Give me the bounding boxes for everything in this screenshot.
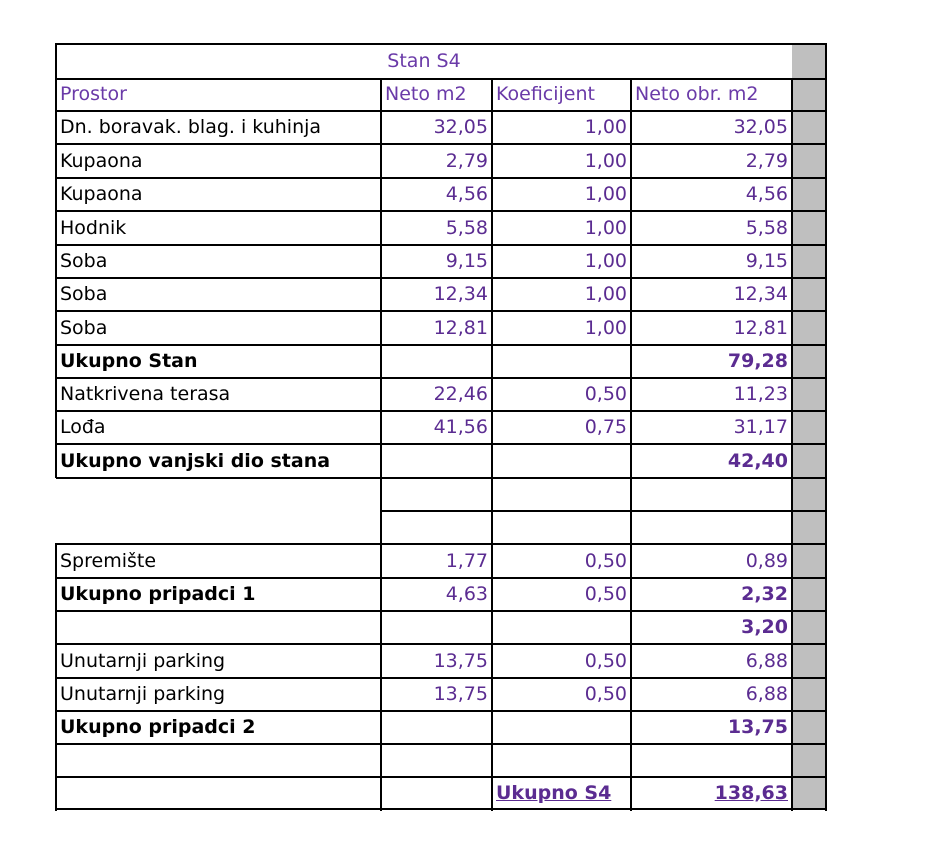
row-line (56, 377, 827, 379)
column-separator (380, 78, 382, 811)
table-cell-neto: 4,56 (445, 183, 488, 205)
table-cell-neto (381, 711, 492, 744)
table-top-border (56, 43, 827, 45)
table-cell-neto (381, 478, 492, 511)
table-cell-koef (492, 444, 631, 478)
table-cell-neto (381, 345, 492, 378)
row-line (56, 244, 827, 246)
table-cell-koef: 1,00 (584, 250, 627, 272)
row-line (56, 277, 827, 279)
table-cell-neto: 13,75 (433, 649, 488, 672)
table-cell-name: Lođa (60, 416, 106, 438)
table-cell-neto: 12,81 (433, 316, 488, 339)
row-line (56, 610, 827, 612)
table-cell-koef (492, 345, 631, 378)
table-cell-obr: 13,75 (727, 716, 788, 738)
table-cell-name: Soba (60, 316, 108, 339)
table-cell-name (56, 611, 381, 644)
table-cell-name: Kupaona (60, 183, 143, 205)
table-cell-neto: 1,77 (445, 549, 488, 572)
table-cell-koef (492, 511, 631, 544)
table-cell-neto (381, 744, 492, 777)
table-cell-obr: 6,88 (745, 683, 788, 705)
table-cell-koef: 0,75 (584, 416, 627, 438)
table-cell-koef (492, 611, 631, 644)
table-cell-neto: 13,75 (433, 683, 488, 705)
row-line (56, 743, 827, 745)
row-line (56, 177, 827, 179)
column-separator (791, 78, 793, 811)
table-cell-obr: 3,20 (741, 616, 788, 638)
table-cell-name: Ukupno pripadci 2 (60, 716, 256, 738)
table-cell-name: Spremište (60, 549, 157, 572)
table-cell-neto (381, 444, 492, 478)
row-line (56, 344, 827, 346)
table-cell-name: Natkrivena terasa (60, 383, 231, 405)
row-line (56, 210, 827, 212)
table-cell-koef: 0,50 (584, 583, 627, 605)
row-line (56, 143, 827, 145)
left-border (55, 43, 57, 478)
table-cell-name: Hodnik (60, 216, 127, 239)
table-cell-neto (381, 777, 492, 809)
table-cell-koef (492, 478, 631, 511)
row-line (56, 310, 827, 312)
table-cell-obr: 2,79 (745, 149, 788, 172)
row-line (56, 677, 827, 679)
table-cell-koef: 0,50 (584, 649, 627, 672)
table-cell-obr: 31,17 (733, 416, 788, 438)
table-cell-obr: 32,05 (733, 116, 788, 138)
table-cell-koef: 0,50 (584, 383, 627, 405)
table-cell-koef: 1,00 (584, 316, 627, 339)
header-prostor: Prostor (60, 83, 127, 105)
row-line (56, 410, 827, 412)
table-cell-name: Ukupno pripadci 1 (60, 583, 256, 605)
table-cell-obr: 2,32 (741, 583, 788, 605)
table-cell-neto (381, 511, 492, 544)
table-cell-obr: 9,15 (745, 250, 788, 272)
table-cell-neto: 12,34 (433, 283, 488, 305)
table-cell-koef: 0,50 (584, 683, 627, 705)
table-cell-obr (631, 511, 792, 544)
row-line (56, 710, 827, 712)
table-cell-obr: 12,34 (733, 283, 788, 305)
table-cell-obr: 4,56 (745, 183, 788, 205)
row-line (56, 110, 827, 112)
table-cell-obr: 79,28 (727, 350, 788, 372)
table-cell-name: Kupaona (60, 149, 143, 172)
header-neto-obr: Neto obr. m2 (635, 83, 759, 105)
table-cell-name (56, 777, 381, 809)
table-cell-name: Ukupno vanjski dio stana (60, 449, 331, 472)
row-line (381, 543, 827, 545)
table-cell-koef: Ukupno S4 (496, 781, 612, 804)
header-divider (56, 78, 827, 80)
row-line (381, 510, 827, 512)
row-line (56, 443, 827, 445)
row-line (56, 808, 827, 810)
table-cell-koef: 1,00 (584, 183, 627, 205)
column-separator (491, 78, 493, 811)
table-cell-obr: 0,89 (745, 549, 788, 572)
table-cell-koef: 1,00 (584, 283, 627, 305)
table-cell-name: Unutarnji parking (60, 649, 226, 672)
table-cell-name: Soba (60, 250, 108, 272)
table-cell-neto: 2,79 (445, 149, 488, 172)
table-cell-obr: 138,63 (714, 781, 788, 804)
table-cell-obr (631, 744, 792, 777)
table-cell-neto: 9,15 (445, 250, 488, 272)
table-cell-obr (631, 478, 792, 511)
table-cell-koef: 1,00 (584, 149, 627, 172)
table-cell-koef (492, 744, 631, 777)
left-border (55, 543, 57, 811)
table-title: Stan S4 (387, 50, 461, 72)
table-cell-name: Soba (60, 283, 108, 305)
table-cell-neto (381, 611, 492, 644)
table-cell-name: Unutarnji parking (60, 683, 226, 705)
table-cell-koef: 0,50 (584, 549, 627, 572)
row-line (56, 776, 827, 778)
table-cell-name: Dn. boravak. blag. i kuhinja (60, 116, 322, 138)
row-line (56, 543, 381, 545)
table-cell-name (56, 478, 381, 511)
table-cell-koef: 1,00 (584, 216, 627, 239)
row-line (56, 643, 827, 645)
table-cell-obr: 42,40 (727, 449, 788, 472)
table-cell-neto: 5,58 (445, 216, 488, 239)
table-cell-obr: 5,58 (745, 216, 788, 239)
right-border (825, 43, 827, 811)
table-cell-koef: 1,00 (584, 116, 627, 138)
table-cell-obr: 6,88 (745, 649, 788, 672)
table-cell-koef (492, 711, 631, 744)
table-cell-name (56, 511, 381, 544)
table-cell-neto: 22,46 (433, 383, 488, 405)
gray-margin-column (792, 45, 825, 809)
table-cell-name: Ukupno Stan (60, 350, 198, 372)
row-line (56, 577, 827, 579)
table-cell-name (56, 744, 381, 777)
table-cell-obr: 11,23 (733, 383, 788, 405)
header-neto: Neto m2 (385, 83, 467, 105)
row-line (56, 477, 827, 479)
table-cell-obr: 12,81 (733, 316, 788, 339)
header-koeficijent: Koeficijent (496, 83, 595, 105)
table-cell-neto: 4,63 (445, 583, 488, 605)
column-separator (630, 78, 632, 811)
table-cell-neto: 41,56 (433, 416, 488, 438)
table-cell-neto: 32,05 (433, 116, 488, 138)
